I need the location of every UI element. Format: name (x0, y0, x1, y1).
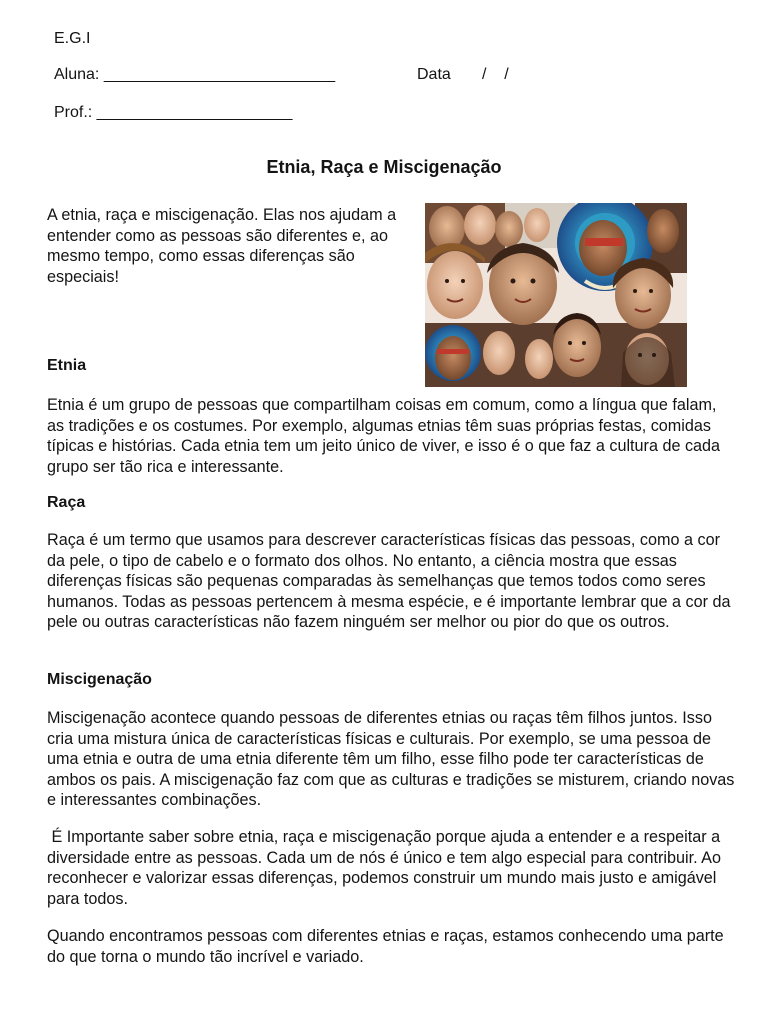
date-label: Data (417, 66, 451, 83)
closing-paragraph-diversity: Quando encontramos pessoas com diferentes etnias e raças, estamos conhecendo uma parte do que torna o mundo tão incrível e variado. (47, 927, 724, 966)
collage-drawing (425, 203, 687, 387)
student-name-field: Aluna: __________________________ (54, 66, 336, 83)
school-name: E.G.I (54, 30, 91, 47)
intro-paragraph: A etnia, raça e miscigenação. Elas nos ajudam a entender como as pessoas são diferentes e, ao mesmo tempo, como essas diferenças são especiais! (47, 206, 397, 286)
section-text-etnia: Etnia é um grupo de pessoas que compartilham coisas em comum, como a língua que falam, as tradições e os costumes. Por exemplo, algumas etnias têm suas próprias festas, comidas típicas e histórias. Cada etnia tem um jeito único de viver, e isso é o que faz a cultura de cada grupo ser tão rica e interessante. (47, 396, 721, 476)
section-text-raca: Raça é um termo que usamos para descrever características físicas das pessoas, como a cor da pele, o tipo de cabelo e o formato dos olhos. No entanto, a ciência mostra que essas diferenças físicas são pequenas comparadas às semelhanças que temos todos como seres humanos. Todas as pessoas pertencem à mesma espécie, e é importante lembrar que a cor da pele ou outras características não fazem ninguém ser melhor ou pior do que os outros. (47, 531, 731, 631)
section-heading-raca: Raça (47, 494, 86, 511)
section-heading-miscigenacao: Miscigenação (47, 671, 152, 688)
section-heading-etnia: Etnia (47, 357, 87, 374)
page-title: Etnia, Raça e Miscigenação (266, 157, 502, 177)
faces-collage-image (425, 203, 687, 387)
date-field: / / (482, 66, 509, 83)
section-text-miscigenacao: Miscigenação acontece quando pessoas de diferentes etnias ou raças têm filhos juntos. Isso cria uma mistura única de características físicas e culturais. Por exemplo, se uma pessoa de uma etnia e outra de uma etnia diferente têm um filho, esse filho pode ter características de ambos os pais. A miscigenação faz com que as culturas e tradições se misturem, criando novas e interessantes combinações. (47, 709, 735, 809)
teacher-name-field: Prof.: ______________________ (54, 104, 293, 121)
closing-paragraph-importance: É Importante saber sobre etnia, raça e miscigenação porque ajuda a entender e a respeitar a diversidade entre as pessoas. Cada um de nós é único e tem algo especial para contribuir. Ao reconhecer e valorizar essas diferenças, podemos construir um mundo mais justo e amigável para todos. (47, 828, 726, 908)
